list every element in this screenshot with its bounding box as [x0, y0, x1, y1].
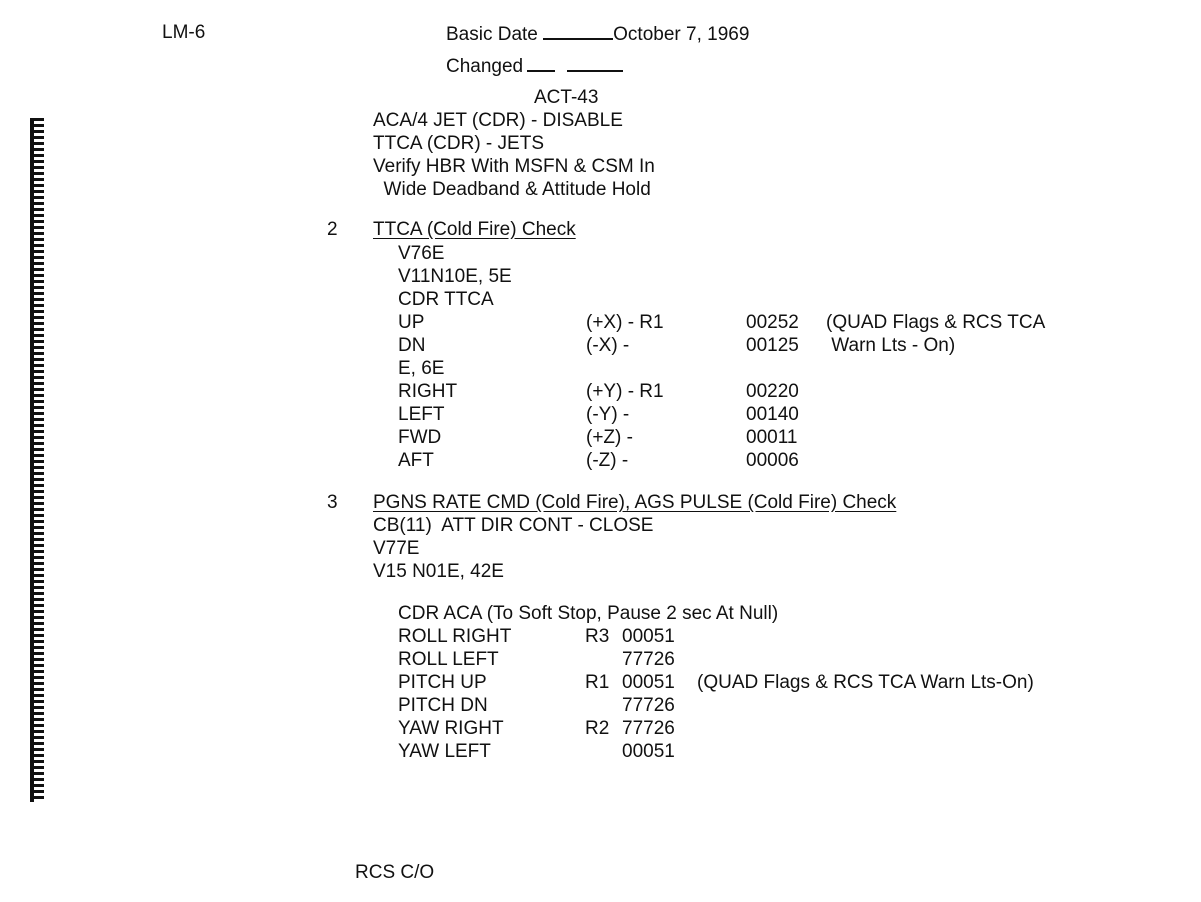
act-line-4: Wide Deadband & Attitude Hold: [373, 179, 651, 200]
doc-id: LM-6: [162, 22, 206, 43]
step3-cmd2: V15 N01E, 42E: [373, 561, 504, 582]
basic-date-line: [446, 22, 749, 46]
basic-date-value: October 7, 1969: [613, 24, 750, 45]
changed-blank-1: [527, 54, 555, 72]
step2-row-note: Warn Lts - On): [826, 335, 956, 356]
changed-line: [446, 54, 623, 78]
step2-row-axis: (-X) -: [586, 335, 630, 356]
step2-row-axis: (-Z) -: [586, 450, 629, 471]
step2-cmd1: V76E: [398, 243, 445, 264]
basic-date-label: Basic Date: [446, 24, 538, 45]
step2-mid: E, 6E: [398, 358, 445, 379]
step3-cb: CB(11) ATT DIR CONT - CLOSE: [373, 515, 654, 536]
step2-row-value: 00011: [746, 427, 798, 448]
step3-aca: CDR ACA (To Soft Stop, Pause 2 sec At Null): [398, 603, 779, 624]
step3-row-value: 00051: [622, 672, 675, 693]
step2-row-value: 00252: [746, 312, 799, 333]
step3-row-note: (QUAD Flags & RCS TCA Warn Lts-On): [697, 672, 1034, 693]
step2-row-value: 00006: [746, 450, 799, 471]
step3-row-value: 00051: [622, 626, 675, 647]
step3-row-value: 77726: [622, 695, 675, 716]
changed-blank-2: [567, 54, 623, 72]
step2-cmd2: V11N10E, 5E: [398, 266, 512, 287]
step2-row-dir: RIGHT: [398, 381, 458, 402]
act-line-3: Verify HBR With MSFN & CSM In: [373, 156, 655, 177]
step3-row-label: YAW RIGHT: [398, 718, 504, 739]
step2-row-axis: (+Y) - R1: [586, 381, 664, 402]
act-id: ACT-43: [534, 87, 599, 108]
step3-row-value: 00051: [622, 741, 675, 762]
step2-row-dir: DN: [398, 335, 426, 356]
step2-row-dir: FWD: [398, 427, 442, 448]
step2-row-value: 00125: [746, 335, 799, 356]
step2-row-value: 00140: [746, 404, 799, 425]
step3-row-reg: R1: [585, 672, 610, 693]
step3-row-value: 77726: [622, 649, 675, 670]
step2-number: 2: [327, 219, 338, 240]
step3-row-value: 77726: [622, 718, 675, 739]
step3-row-label: YAW LEFT: [398, 741, 491, 762]
step2-row-axis: (+X) - R1: [586, 312, 664, 333]
step2-row-axis: (-Y) -: [586, 404, 630, 425]
step3-row-label: ROLL RIGHT: [398, 626, 512, 647]
step3-number: 3: [327, 492, 338, 513]
section-footer: RCS C/O: [355, 862, 435, 883]
step2-row-dir: LEFT: [398, 404, 445, 425]
act-line-1: ACA/4 JET (CDR) - DISABLE: [373, 110, 623, 131]
step2-cmd3: CDR TTCA: [398, 289, 494, 310]
date-blank: [543, 22, 613, 40]
step3-row-label: PITCH DN: [398, 695, 488, 716]
step2-row-dir: UP: [398, 312, 425, 333]
step2-row-value: 00220: [746, 381, 799, 402]
step3-cmd1: V77E: [373, 538, 420, 559]
step2-title: TTCA (Cold Fire) Check: [373, 219, 576, 240]
act-line-2: TTCA (CDR) - JETS: [373, 133, 544, 154]
step3-row-reg: R3: [585, 626, 610, 647]
step2-row-axis: (+Z) -: [586, 427, 633, 448]
changed-label: Changed: [446, 56, 524, 77]
step3-row-label: PITCH UP: [398, 672, 487, 693]
step3-row-reg: R2: [585, 718, 610, 739]
step2-row-dir: AFT: [398, 450, 434, 471]
step3-row-label: ROLL LEFT: [398, 649, 499, 670]
step3-title: PGNS RATE CMD (Cold Fire), AGS PULSE (Cold Fire) Check: [373, 492, 897, 513]
binding-strip: [30, 118, 44, 802]
step2-row-note: (QUAD Flags & RCS TCA: [826, 312, 1046, 333]
